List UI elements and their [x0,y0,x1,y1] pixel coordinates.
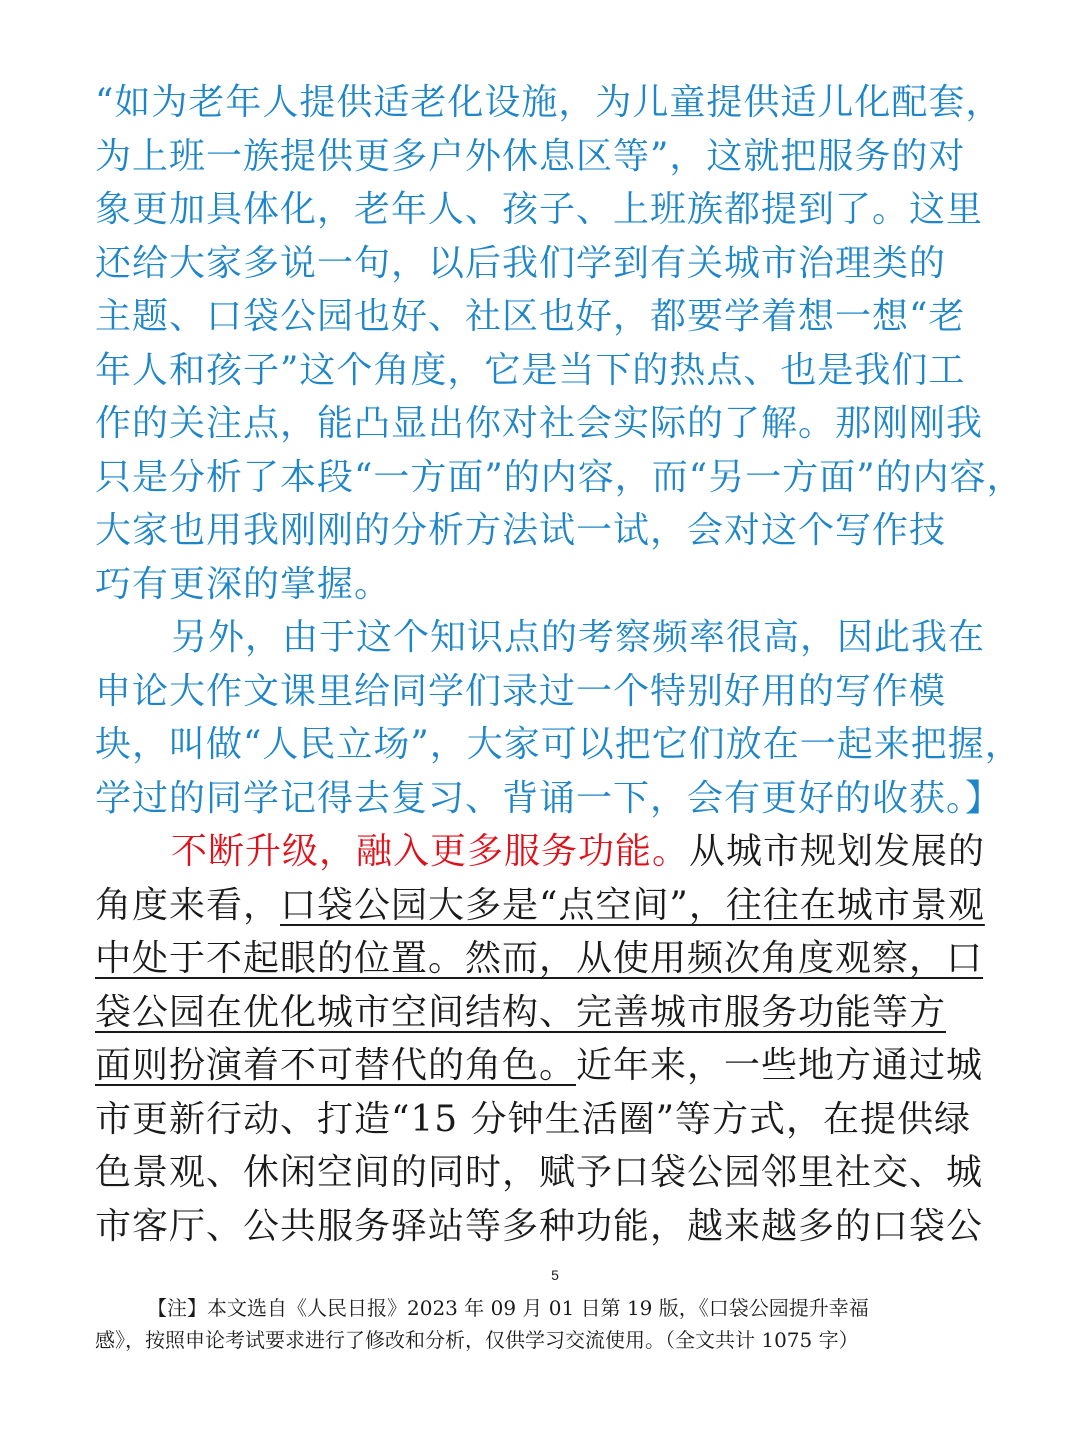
footnote-line: 【注】本文选自《人民日报》2023 年 09 月 01 日第 19 版，《口袋公园提升幸福 [147,1296,869,1320]
commentary-line: 块，叫做“人民立场”，大家可以把它们放在一起来把握， [95,724,1022,765]
article-line: 市更新行动、打造“15 分钟生活圈”等方式，在提供绿 [95,1098,972,1140]
footnote-line: 感》，按照申论考试要求进行了修改和分析，仅供学习交流使用。（全文共计 1075 字） [95,1328,859,1352]
commentary-line: 为上班一族提供更多户外休息区等”，这就把服务的对 [95,135,966,177]
article-paragraph [95,825,990,1253]
article-line [95,879,990,933]
page-number: 5 [551,1267,559,1283]
article-text: 角度来看， [95,884,281,926]
commentary-line: 象更加具体化，老年人、孩子、上班族都提到了。这里 [95,189,984,230]
underlined-text: 面则扮演着不可替代的角色。 [95,1045,577,1086]
commentary-line: “如为老年人提供适老化设施，为儿童提供适儿化配套， [95,82,1003,123]
commentary-line: 年人和孩子”这个角度，它是当下的热点、也是我们工 [95,349,966,391]
article-line [95,1039,990,1093]
article-line: 市客厅、公共服务驿站等多种功能，越来越多的口袋公 [95,1205,984,1247]
commentary-line: 只是分析了本段“一方面”的内容，而“另一方面”的内容， [95,456,1024,498]
underlined-text: 袋公园在优化城市空间结构、完善城市服务功能等方 [95,991,947,1033]
article-text: 近年来，一些地方通过城 [576,1045,984,1086]
article-line [95,825,990,879]
commentary-line: 大家也用我刚刚的分析方法试一试，会对这个写作技 [95,510,947,551]
commentary-line: 巧有更深的掌握。 [95,563,392,605]
commentary-line: 主题、口袋公园也好、社区也好，都要学着想一想“老 [95,296,966,337]
underlined-text: 中处于不起眼的位置。然而，从使用频次角度观察，口 [95,938,984,979]
section-heading: 不断升级，融入更多服务功能。 [171,831,690,872]
commentary-line: 还给大家多说一句，以后我们学到有关城市治理类的 [95,242,947,284]
commentary-line: 另外，由于这个知识点的考察频率很高，因此我在 [171,617,986,658]
commentary-line: 学过的同学记得去复习、背诵一下，会有更好的收获。】 [95,777,1003,819]
commentary-line: 申论大作文课里给同学们录过一个特别好用的写作模 [95,670,947,712]
footnote [95,1292,995,1356]
article-line [95,932,990,986]
underlined-text: 口袋公园大多是“点空间”，往往在城市景观 [280,884,985,926]
commentary-block [95,76,1024,825]
body-text [95,76,1024,1253]
article-text: 从城市规划发展的 [689,831,986,872]
article-line [95,986,990,1040]
article-line: 色景观、休闲空间的同时，赋予口袋公园邻里社交、城 [95,1152,984,1193]
commentary-line: 作的关注点，能凸显出你对社会实际的了解。那刚刚我 [95,403,984,444]
